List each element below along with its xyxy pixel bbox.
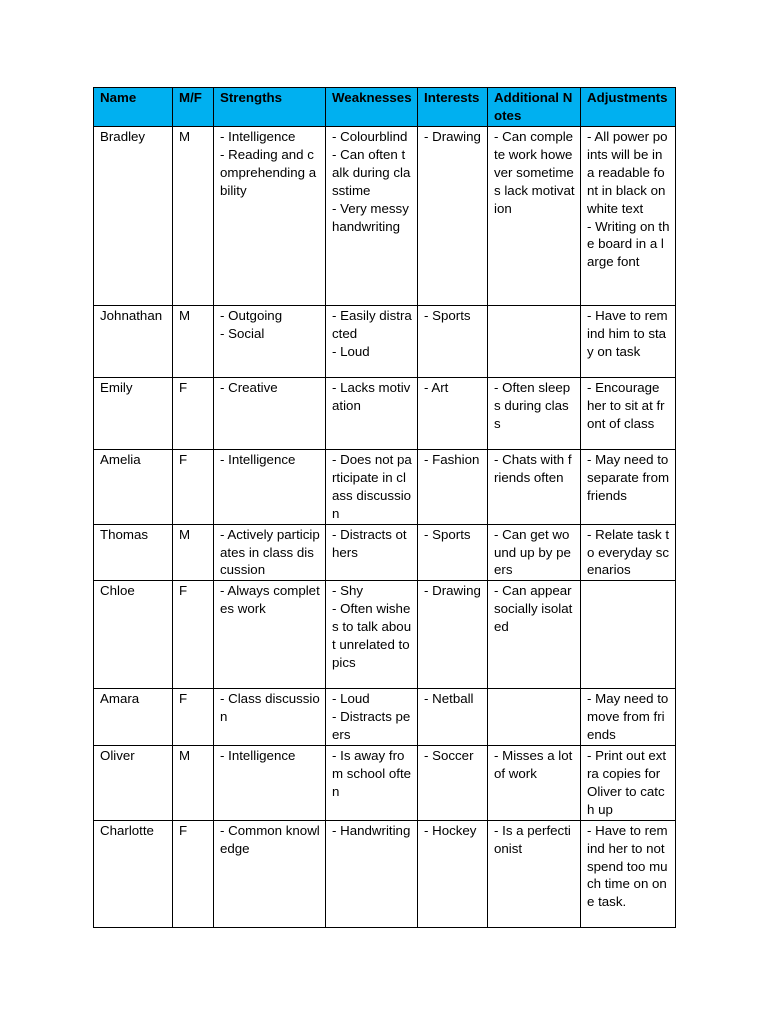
interests-cell bbox=[418, 306, 488, 378]
adjustments-cell bbox=[581, 378, 676, 450]
cell-line: - Chats with friends often bbox=[494, 452, 572, 485]
additional-notes-cell bbox=[488, 689, 581, 746]
header-strengths: Strengths bbox=[214, 88, 326, 127]
cell-line: - Easily distracted bbox=[332, 308, 412, 341]
cell-line: - Reading and comprehending ability bbox=[220, 146, 317, 198]
strengths-cell bbox=[214, 689, 326, 746]
table-row bbox=[94, 746, 676, 821]
cell-line: - Shy bbox=[332, 583, 364, 599]
strengths-cell bbox=[214, 378, 326, 450]
cell-line: - Loud bbox=[332, 691, 370, 707]
cell-line: - All power points will be in a readable font in black on white text bbox=[587, 129, 668, 216]
cell-line: - Fashion bbox=[424, 452, 480, 467]
table-row bbox=[94, 581, 676, 689]
weaknesses-cell bbox=[326, 378, 418, 450]
name-cell: Bradley bbox=[94, 127, 173, 306]
weaknesses-cell bbox=[326, 746, 418, 821]
adjustments-cell bbox=[581, 306, 676, 378]
cell-line: - May need to move from friends bbox=[587, 691, 669, 743]
cell-line: - Is a perfectionist bbox=[494, 822, 571, 856]
cell-line: - Writing on the board in a large font bbox=[587, 218, 670, 270]
adjustments-cell bbox=[581, 581, 676, 689]
sex-cell: M bbox=[173, 127, 214, 306]
weaknesses-cell bbox=[326, 524, 418, 581]
cell-line: - Intelligence bbox=[220, 452, 296, 467]
cell-line: - Always completes work bbox=[220, 583, 320, 617]
strengths-cell bbox=[214, 127, 326, 306]
additional-notes-cell bbox=[488, 581, 581, 689]
cell-line: - Often wishes to talk about unrelated topics bbox=[332, 601, 412, 670]
cell-line: - Outgoing bbox=[220, 308, 283, 323]
sex-cell: F bbox=[173, 689, 214, 746]
cell-line: - Hockey bbox=[424, 822, 477, 838]
cell-line: - Class discussion bbox=[220, 691, 320, 725]
sex-cell: F bbox=[173, 581, 214, 689]
cell-line: - Can get wound up by peers bbox=[494, 526, 571, 578]
adjustments-cell bbox=[581, 127, 676, 306]
interests-cell bbox=[418, 689, 488, 746]
adjustments-cell bbox=[581, 689, 676, 746]
cell-line: - Print out extra copies for Oliver to catch up bbox=[587, 748, 667, 817]
table-row bbox=[94, 378, 676, 450]
strengths-cell bbox=[214, 306, 326, 378]
name-cell: Thomas bbox=[94, 524, 173, 581]
cell-line: - May need to separate from friends bbox=[587, 452, 670, 503]
cell-line: - Relate task to everyday scenarios bbox=[587, 526, 670, 578]
sex-cell: M bbox=[173, 524, 214, 581]
interests-cell bbox=[418, 524, 488, 581]
header-additional-notes: Additional Notes bbox=[488, 88, 581, 127]
header-adjustments: Adjustments bbox=[581, 88, 676, 127]
cell-line: - Can often talk during classtime bbox=[332, 146, 411, 198]
name-cell: Oliver bbox=[94, 746, 173, 821]
adjustments-cell bbox=[581, 820, 676, 927]
cell-line: - Handwriting bbox=[332, 822, 411, 838]
sex-cell: M bbox=[173, 306, 214, 378]
sex-cell: M bbox=[173, 746, 214, 821]
additional-notes-cell bbox=[488, 127, 581, 306]
cell-line: - Loud bbox=[332, 343, 370, 359]
cell-line: - Drawing bbox=[424, 583, 481, 599]
cell-line: - Art bbox=[424, 380, 449, 395]
interests-cell bbox=[418, 820, 488, 927]
sex-cell: F bbox=[173, 378, 214, 450]
cell-line: - Lacks motivation bbox=[332, 380, 411, 413]
table-row bbox=[94, 127, 676, 306]
name-cell: Johnathan bbox=[94, 306, 173, 378]
table-header bbox=[94, 88, 676, 127]
cell-line: - Social bbox=[220, 325, 265, 341]
cell-line: - Misses a lot of work bbox=[494, 748, 573, 781]
strengths-cell bbox=[214, 524, 326, 581]
cell-line: - Drawing bbox=[424, 129, 481, 144]
name-cell: Amara bbox=[94, 689, 173, 746]
additional-notes-cell bbox=[488, 746, 581, 821]
table-row bbox=[94, 306, 676, 378]
cell-line: - Sports bbox=[424, 308, 471, 323]
cell-line: - Distracts peers bbox=[332, 709, 411, 743]
cell-line: - Distracts others bbox=[332, 526, 407, 560]
header-row bbox=[94, 88, 676, 127]
header-interests: Interests bbox=[418, 88, 488, 127]
weaknesses-cell bbox=[326, 306, 418, 378]
interests-cell bbox=[418, 581, 488, 689]
additional-notes-cell bbox=[488, 524, 581, 581]
cell-line: - Does not participate in class discussion bbox=[332, 452, 412, 521]
header-sex: M/F bbox=[173, 88, 214, 127]
interests-cell bbox=[418, 746, 488, 821]
header-name: Name bbox=[94, 88, 173, 127]
sex-cell: F bbox=[173, 820, 214, 927]
cell-line: - Very messy handwriting bbox=[332, 200, 409, 234]
cell-line: - Have to remind him to stay on task bbox=[587, 308, 668, 359]
name-cell: Charlotte bbox=[94, 820, 173, 927]
interests-cell bbox=[418, 450, 488, 525]
additional-notes-cell bbox=[488, 378, 581, 450]
cell-line: - Netball bbox=[424, 691, 474, 707]
table-row bbox=[94, 820, 676, 927]
cell-line: - Encourage her to sit at front of class bbox=[587, 380, 665, 431]
strengths-cell bbox=[214, 581, 326, 689]
strengths-cell bbox=[214, 820, 326, 927]
weaknesses-cell bbox=[326, 689, 418, 746]
strengths-cell bbox=[214, 746, 326, 821]
header-weaknesses: Weaknesses bbox=[326, 88, 418, 127]
cell-line: - Is away from school often bbox=[332, 748, 412, 799]
cell-line: - Can appear socially isolated bbox=[494, 583, 573, 635]
cell-line: - Creative bbox=[220, 380, 278, 395]
weaknesses-cell bbox=[326, 581, 418, 689]
adjustments-cell bbox=[581, 450, 676, 525]
additional-notes-cell bbox=[488, 820, 581, 927]
cell-line: - Often sleeps during class bbox=[494, 380, 571, 431]
strengths-cell bbox=[214, 450, 326, 525]
cell-line: - Can complete work however sometimes lack motivation bbox=[494, 129, 575, 216]
name-cell: Emily bbox=[94, 378, 173, 450]
name-cell: Chloe bbox=[94, 581, 173, 689]
adjustments-cell bbox=[581, 524, 676, 581]
cell-line: - Soccer bbox=[424, 748, 474, 764]
weaknesses-cell bbox=[326, 127, 418, 306]
interests-cell bbox=[418, 378, 488, 450]
interests-cell bbox=[418, 127, 488, 306]
adjustments-cell bbox=[581, 746, 676, 821]
name-cell: Amelia bbox=[94, 450, 173, 525]
cell-line: - Intelligence bbox=[220, 748, 296, 764]
cell-line: - Actively participates in class discussion bbox=[220, 526, 320, 578]
table-row bbox=[94, 524, 676, 581]
cell-line: - Have to remind her to not spend too much time on one task. bbox=[587, 822, 668, 910]
table-body bbox=[94, 127, 676, 928]
weaknesses-cell bbox=[326, 450, 418, 525]
table-row bbox=[94, 450, 676, 525]
cell-line: - Sports bbox=[424, 526, 471, 542]
cell-line: - Intelligence bbox=[220, 129, 296, 144]
cell-line: - Colourblind bbox=[332, 129, 408, 144]
table-row bbox=[94, 689, 676, 746]
additional-notes-cell bbox=[488, 450, 581, 525]
student-profile-table bbox=[93, 87, 676, 928]
cell-line: - Common knowledge bbox=[220, 822, 320, 856]
additional-notes-cell bbox=[488, 306, 581, 378]
weaknesses-cell bbox=[326, 820, 418, 927]
sex-cell: F bbox=[173, 450, 214, 525]
